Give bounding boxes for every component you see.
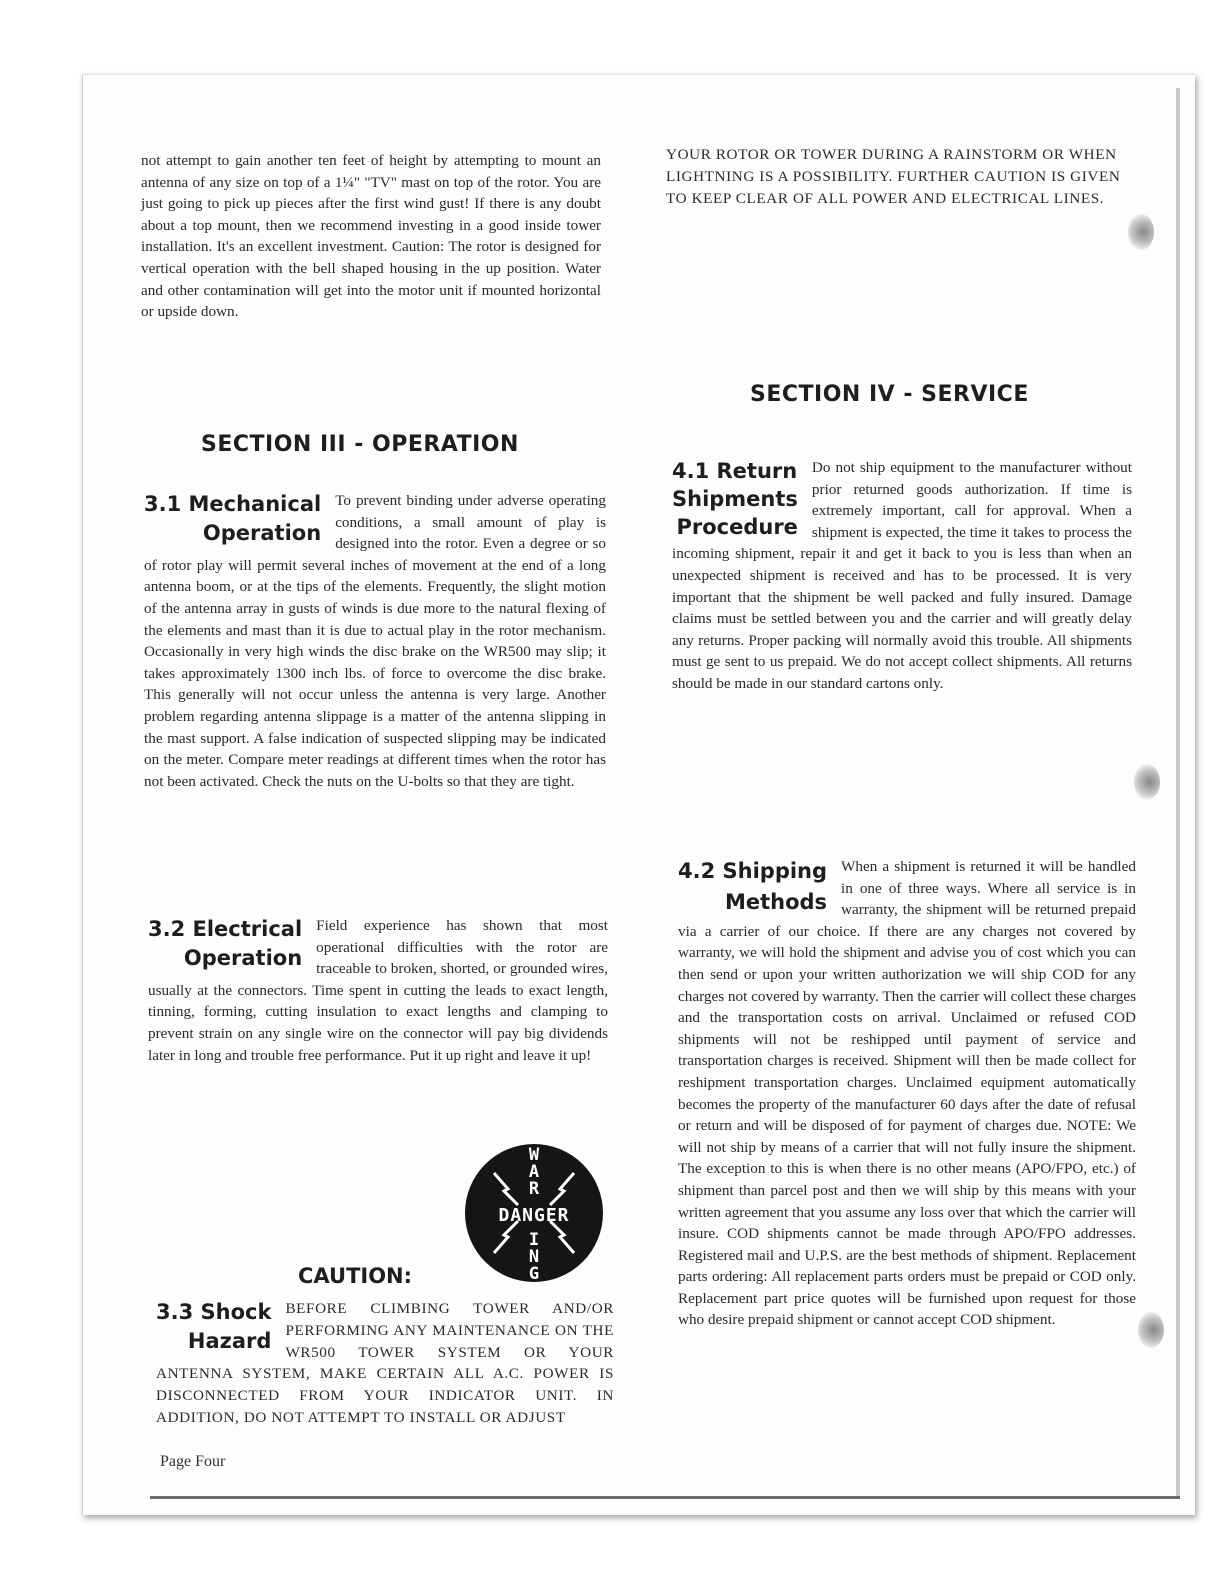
section-4-2-body: When a shipment is returned it will be handled in one of three ways. Where all service is in warranty, the shipment will be returned prepaid via a carrier of our choice. If there are any charges not covered by warranty, we will hold the shipment and advise you of cost which you can then send or upon your written authorization we will ship COD for any charges not covered by warranty. Then the carrier will collect these charges and the transportation costs on arrival. Unclaimed or refused COD shipments will not be reshipped until payment of service and transportation charges is received. Shipment will then be made collect for reshipment transportation charges. Unclaimed equipment automatically becomes the property of the manufacturer 60 days after the date of refusal or return and will be disposed of for payment of charges due. NOTE: We will not ship by means of a carrier that will not fully insure the shipment. The exception to this is when there is no other means (APO/FPO, etc.) of shipment than parcel post and then we will ship by this means with your written agreement that you assume any loss over that which the carrier will insure. COD shipments cannot be made through APO/FPO addresses. Registered mail and U.P.S. are the best methods of shipment. Replacement parts ordering: All replacement parts orders must be prepaid or COD only. Replacement part price quotes will be furnished upon request for those who desire prepaid shipment or cannot accept COD shipment.	[678, 858, 1136, 1329]
section-3-1-heading	[144, 490, 321, 548]
page-edge-shadow	[1176, 88, 1180, 1498]
section-3-2-body: Field experience has shown that most operational difficulties with the rotor are traceable to broken, shorted, or grounded wires, usually at the connectors. Time spent in cutting the leads to exact length, tinning, forming, cutting insulation to exact lengths and clamping to prevent strain on any single wire on the connector will pay big dividends later in long and trouble free performance. Put it up right and leave it up!	[148, 917, 608, 1064]
logo-letter-r: R	[528, 1179, 540, 1199]
danger-warning-logo	[464, 1143, 604, 1283]
section-3-3-heading-line1: 3.3 Shock	[156, 1300, 272, 1324]
section-4-1-body: Do not ship equipment to the manufacturer without prior returned goods authorization. If time is extremely important, call for approval. When a shipment is expected, the time it takes to process the incoming shipment, repair it and get it back to you is less than when an unexpected shipment is received and has to be processed. It is very important that the shipment be well packed and fully insured. Damage claims must be settled between you and the carrier and will greatly delay any returns. Proper packing will normally avoid this trouble. All shipments must ge sent to us prepaid. We do not accept collect shipments. All returns should be made in our standard cartons only.	[672, 459, 1132, 692]
section-3-3	[156, 1298, 614, 1429]
section-3-title: SECTION III - OPERATION	[201, 432, 519, 457]
section-4-1-heading-line2: Shipments	[672, 487, 798, 511]
logo-letter-a: A	[528, 1162, 540, 1182]
page-bottom-rule	[150, 1496, 1180, 1499]
section-4-2	[678, 856, 1136, 1331]
logo-danger-text: DANGER	[498, 1205, 570, 1226]
punch-hole-top	[1128, 214, 1154, 250]
section-3-1-heading-line1: 3.1 Mechanical	[144, 492, 322, 516]
section-3-3-body: BEFORE CLIMBING TOWER AND/OR PERFORMING ANY MAINTENANCE ON THE WR500 TOWER SYSTEM OR YOUR ANTENNA SYSTEM, MAKE CERTAIN ALL A.C. POWER IS DISCONNECTED FROM YOUR INDICATOR UNIT. IN ADDITION, DO NOT ATTEMPT TO INSTALL OR ADJUST	[156, 1300, 614, 1426]
section-3-2-heading	[148, 915, 302, 973]
logo-letter-i: I	[528, 1230, 540, 1250]
section-3-1-heading-line2: Operation	[202, 521, 322, 545]
page-number: Page Four	[160, 1453, 226, 1470]
section-3-1-body: To prevent binding under adverse operating conditions, a small amount of play is designed into the rotor. Even a degree or so of rotor play will permit several inches of movement at the end of a long antenna boom, or at the tips of the elements. Frequently, the slight motion of the antenna array in gusts of winds is due more to the natural flexing of the elements and mast than it is due to actual play in the rotor mechanism. Occasionally in very high winds the disc brake on the WR500 may slip; it takes approximately 1300 inch lbs. of force to overcome the disc brake. This generally will not occur unless the antenna is very large. Another problem regarding antenna slippage is a matter of the antenna slipping in the mast support. A false indication of suspected slipping may be indicated on the meter. Compare meter readings at different times when the rotor has not been activated. Check the nuts on the U-bolts so that they are tight.	[144, 492, 606, 790]
caution-label: CAUTION:	[298, 1264, 413, 1288]
section-4-1-heading-line1: 4.1 Return	[672, 459, 798, 483]
col2-intro-paragraph: YOUR ROTOR OR TOWER DURING A RAINSTORM OR WHEN LIGHTNING IS A POSSIBILITY. FURTHER CAUTION IS GIVEN TO KEEP CLEAR OF ALL POWER AND ELECTRICAL LINES.	[666, 146, 1121, 207]
section-3-2-heading-line1: 3.2 Electrical	[148, 917, 303, 941]
section-4-1-heading-line3: Procedure	[676, 515, 798, 539]
section-3-1	[144, 490, 606, 792]
logo-letter-n2: N	[528, 1247, 540, 1267]
section-4-1-heading	[672, 457, 798, 541]
logo-letter-g: G	[528, 1264, 540, 1283]
section-4-title: SECTION IV - SERVICE	[750, 382, 1029, 407]
col1-intro-paragraph: not attempt to gain another ten feet of height by attempting to mount an antenna of any size on top of a 1¼" "TV" mast on top of the rotor. You are just going to pick up pieces after the first wind gust! If there is any doubt about a top mount, then we recommend investing in a good inside tower installation. It's an excellent investment. Caution: The rotor is designed for vertical operation with the bell shaped housing in the up position. Water and other contamination will get into the motor unit if mounted horizontal or upside down.	[141, 152, 601, 321]
logo-letter-w: W	[528, 1145, 540, 1165]
punch-hole-bottom	[1138, 1312, 1164, 1348]
section-4-1	[672, 457, 1132, 695]
section-3-2	[148, 915, 608, 1066]
section-4-2-heading-line2: Methods	[724, 890, 828, 914]
section-3-3-heading	[156, 1298, 271, 1356]
section-4-2-heading	[678, 856, 827, 918]
punch-hole-middle	[1134, 764, 1160, 800]
section-3-3-heading-line2: Hazard	[187, 1329, 272, 1353]
section-3-2-heading-line2: Operation	[183, 946, 303, 970]
section-4-2-heading-line1: 4.2 Shipping	[678, 859, 828, 883]
